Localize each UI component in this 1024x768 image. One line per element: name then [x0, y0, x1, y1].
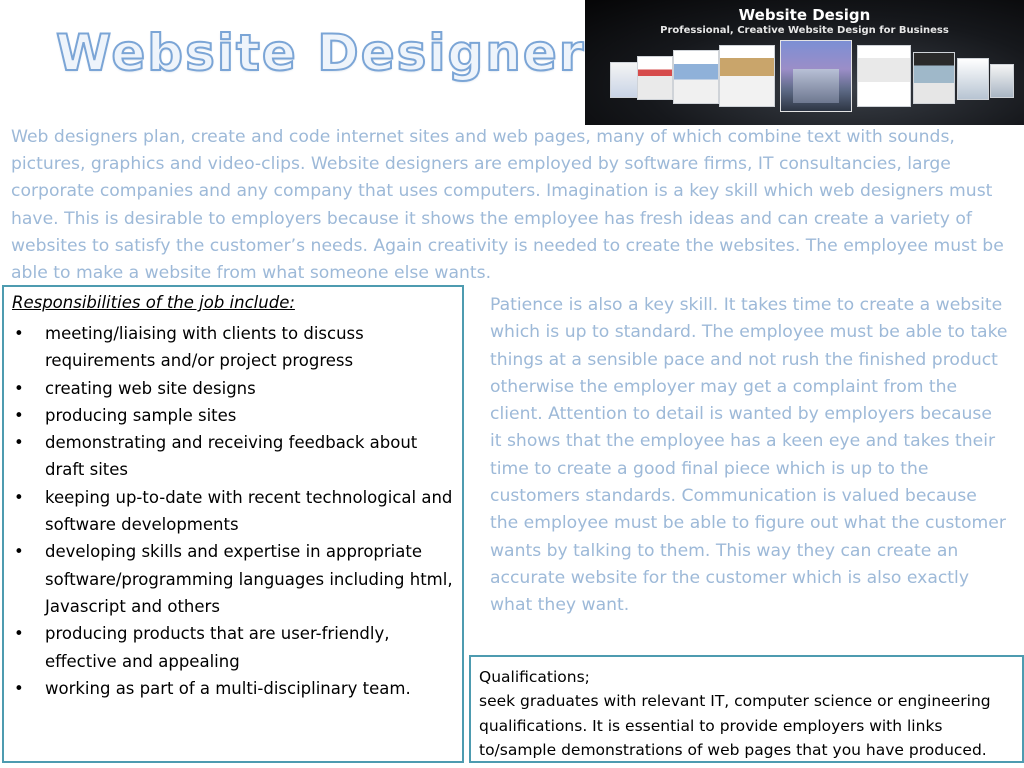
responsibilities-heading: Responsibilities of the job include:	[12, 293, 295, 312]
banner-subtitle: Professional, Creative Website Design for Business	[660, 25, 949, 36]
list-item: • producing products that are user-friendly, effective and appealing	[12, 620, 460, 675]
qualifications-heading: Qualifications;	[479, 668, 590, 686]
thumbnail-image	[719, 45, 775, 107]
banner-title: Website Design	[738, 6, 871, 24]
intro-paragraph: Web designers plan, create and code internet sites and web pages, many of which combine text with sounds, pictures, graphics and video-clips. Website designers are employed by software firms, IT consultancies, large corporate companies and any company that uses computers. Imagination is a key skill which web designers must have. This is desirable to employers because it shows the employee has fresh ideas and can create a variety of websites to satisfy the customer’s needs. Again creativity is needed to create the websites. The employee must be able to make a website from what someone else wants.	[11, 127, 1004, 284]
thumbnail-image	[957, 58, 989, 100]
responsibilities-box	[2, 285, 464, 763]
thumbnail-image	[780, 40, 852, 112]
list-item: • meeting/liaising with clients to discuss requirements and/or project progress	[12, 320, 460, 375]
thumbnail-image	[857, 45, 911, 107]
patience-paragraph: Patience is also a key skill. It takes time to create a website which is up to standard. The employee must be able to take things at a sensible pace and not rush the finished product otherwise the employer may get a complaint from the client. Attention to detail is wanted by employers because it shows that the employee has a keen eye and takes their time to create a good final piece which is up to the customers standards. Communication is valued because the employee must be able to figure out what the customer wants by talking to them. This way they can create an accurate website for the customer which is also exactly what they want.	[490, 295, 1008, 616]
thumbnail-image	[610, 62, 638, 98]
list-item: • producing sample sites	[12, 402, 460, 429]
qualifications-body: seek graduates with relevant IT, computer science or engineering qualifications. It is essential to provide employers with links to/sample demonstrations of web pages that you have produced.	[479, 692, 991, 759]
thumbnail-image	[990, 64, 1014, 98]
thumbnail-image	[913, 52, 955, 104]
responsibilities-list	[12, 320, 460, 702]
list-item: • keeping up-to-date with recent technological and software developments	[12, 484, 460, 539]
list-item: • working as part of a multi-disciplinary team.	[12, 675, 460, 702]
thumbnail-image	[637, 56, 673, 100]
thumbnail-image	[673, 50, 719, 104]
website-design-banner-image	[585, 0, 1024, 125]
list-item: • demonstrating and receiving feedback about draft sites	[12, 429, 460, 484]
list-item: • creating web site designs	[12, 375, 460, 402]
qualifications-box	[469, 655, 1024, 763]
page-title: Website Designer	[56, 24, 586, 82]
list-item: • developing skills and expertise in appropriate software/programming languages including html, Javascript and others	[12, 538, 460, 620]
